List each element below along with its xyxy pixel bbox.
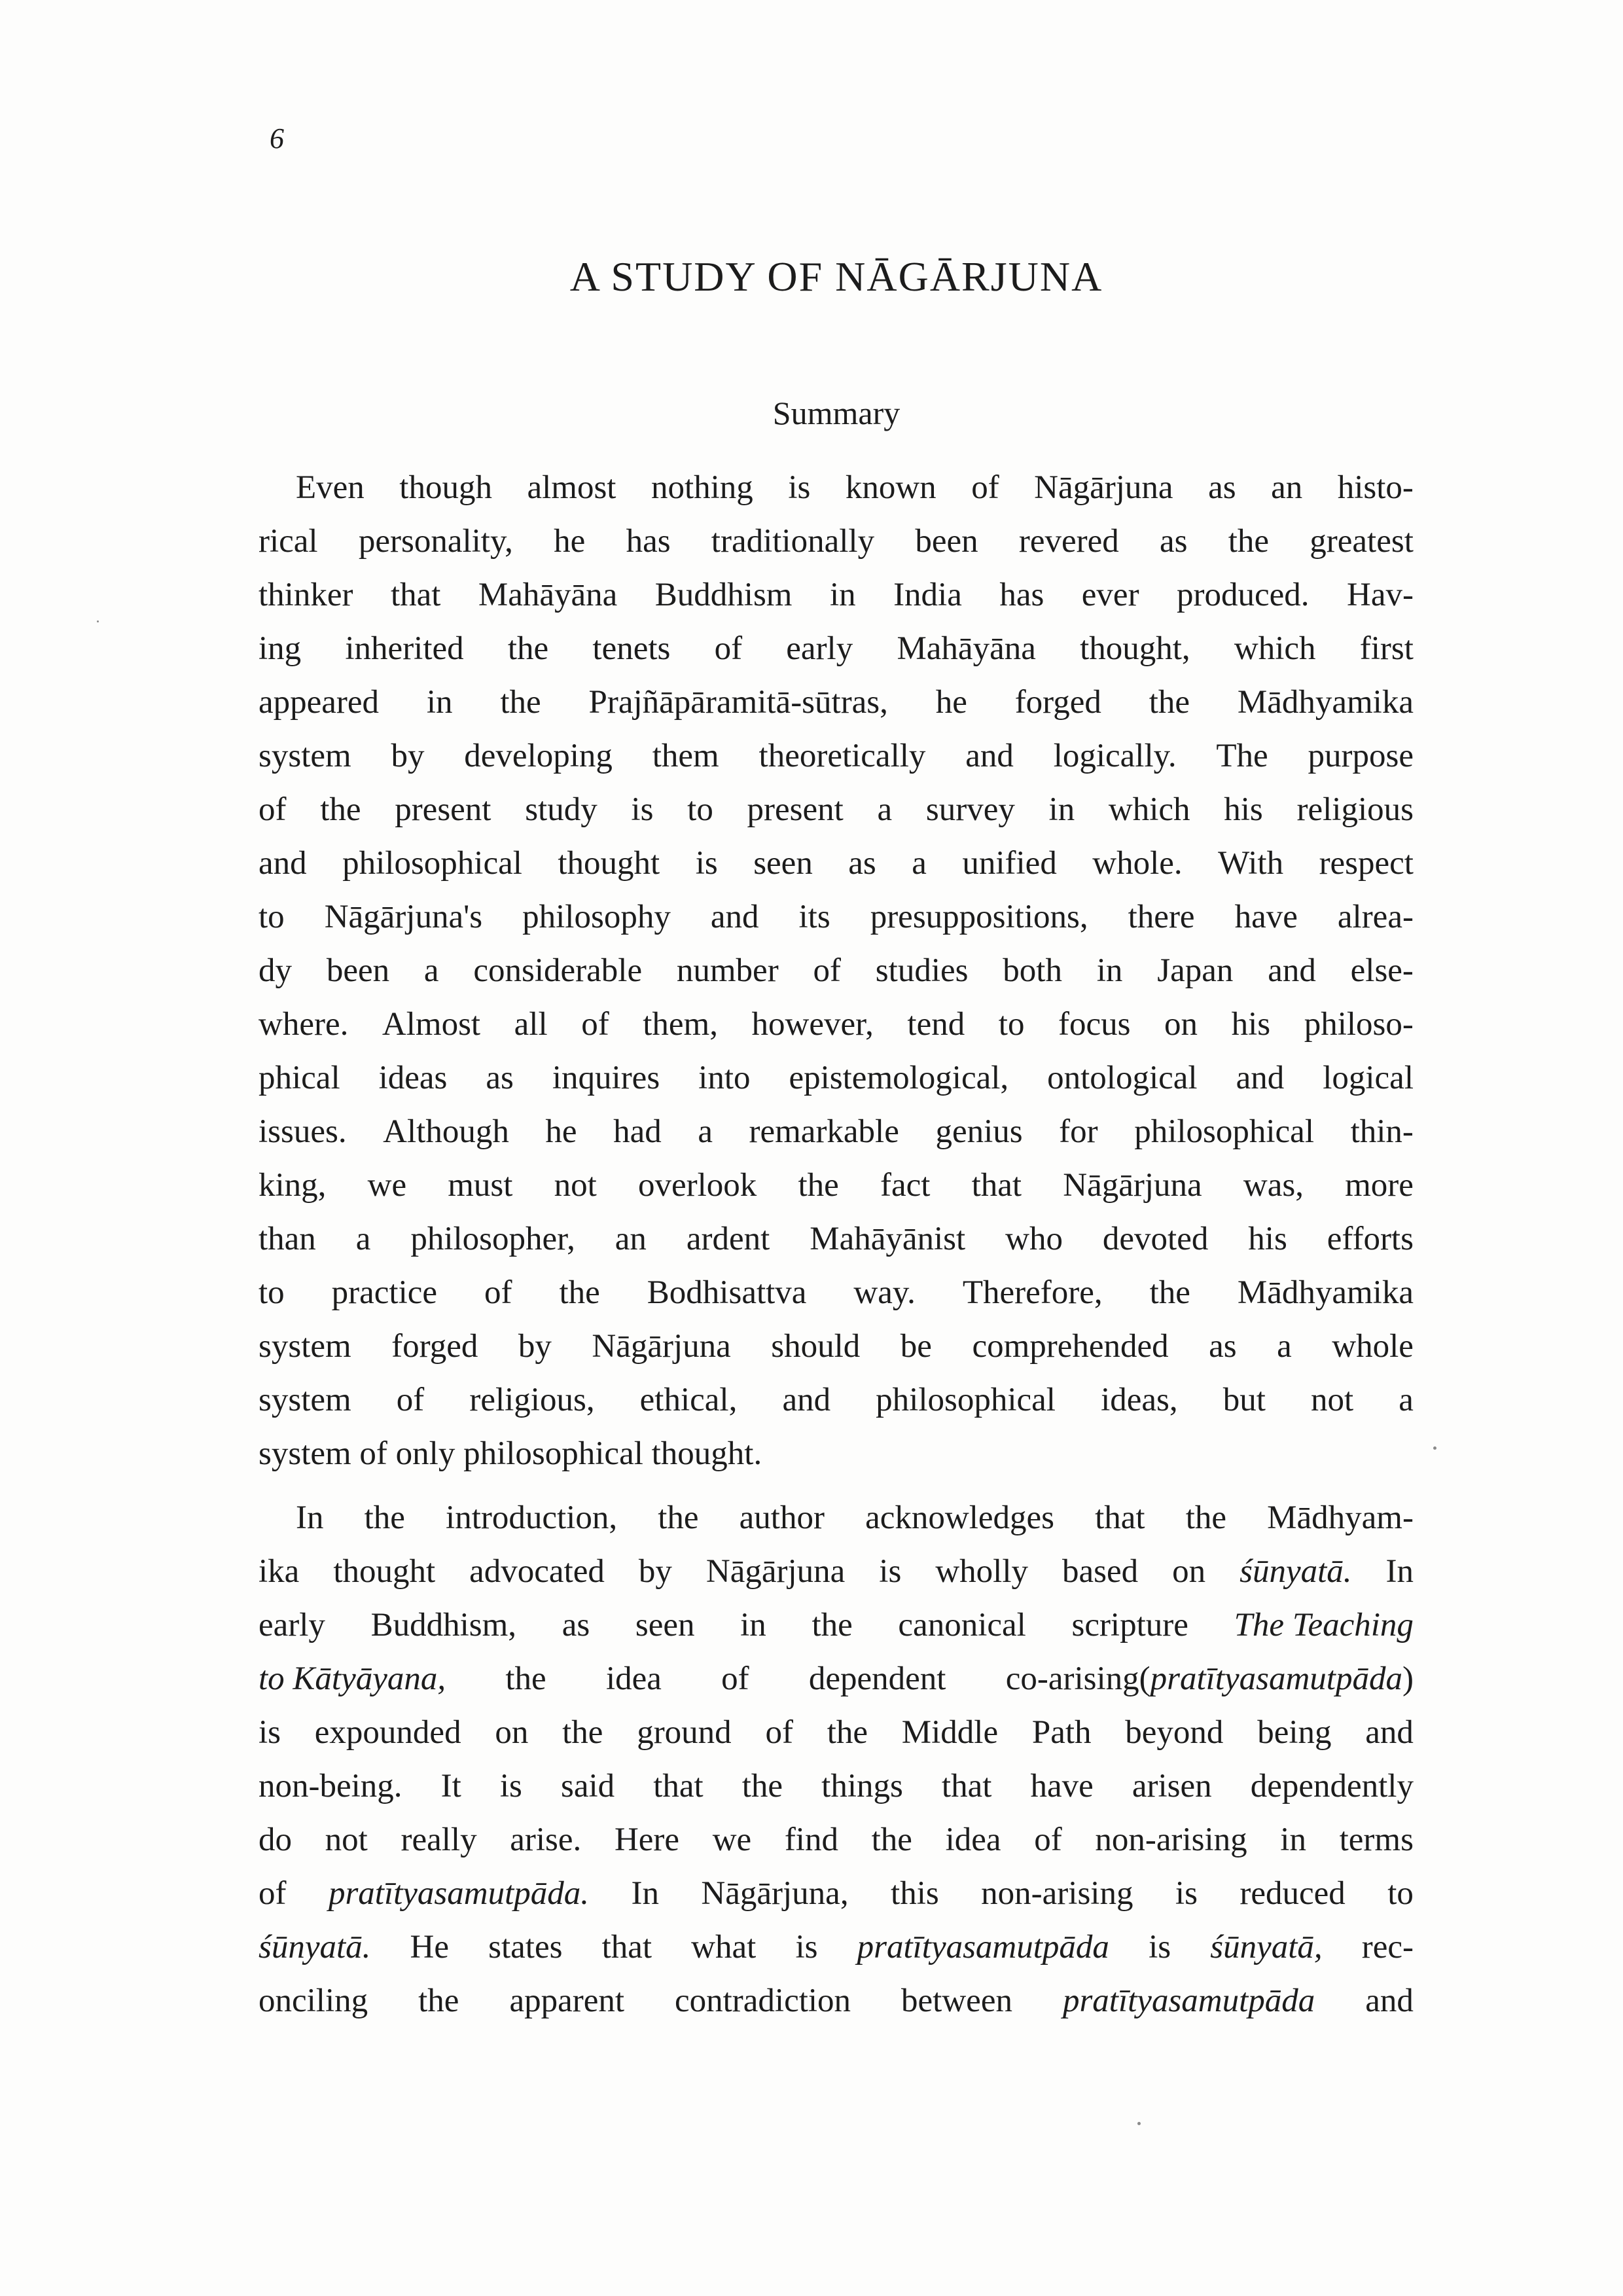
- text-line: where. Almost all of them, however, tend to focus on his philoso-: [259, 1006, 1414, 1043]
- text-line: śūnyatā. He states that what is pratītyasamutpāda is śūnyatā, rec-: [259, 1929, 1414, 1965]
- scan-speck: [1433, 1446, 1436, 1450]
- text-line: to Nāgārjuna's philosophy and its presuppositions, there have alrea-: [259, 899, 1414, 935]
- summary-heading: Summary: [772, 395, 901, 431]
- text-line: than a philosopher, an ardent Mahāyānist who devoted his efforts: [259, 1221, 1414, 1257]
- text-line: appeared in the Prajñāpāramitā-sūtras, he forged the Mādhyamika: [259, 684, 1414, 721]
- text-line: non-being. It is said that the things that have arisen dependently: [259, 1768, 1414, 1804]
- text-line: In the introduction, the author acknowledges that the Mādhyam-: [296, 1499, 1414, 1536]
- text-line: phical ideas as inquires into epistemological, ontological and logical: [259, 1060, 1414, 1096]
- text-line: king, we must not overlook the fact that Nāgārjuna was, more: [259, 1167, 1414, 1204]
- text-line: rical personality, he has traditionally been revered as the greatest: [259, 523, 1414, 560]
- text-line: ika thought advocated by Nāgārjuna is wholly based on śūnyatā. In: [259, 1553, 1414, 1590]
- page-number: 6: [270, 122, 284, 154]
- scan-speck: [1137, 2122, 1141, 2125]
- text-line: ing inherited the tenets of early Mahāyāna thought, which first: [259, 630, 1414, 667]
- paragraph-1: [259, 461, 1414, 1480]
- text-line: thinker that Mahāyāna Buddhism in India has ever produced. Hav-: [259, 577, 1414, 613]
- text-line: Even though almost nothing is known of Nāgārjuna as an histo-: [296, 469, 1414, 506]
- paragraph-2: [259, 1491, 1414, 2028]
- text-line: is expounded on the ground of the Middle Path beyond being and: [259, 1714, 1414, 1751]
- text-line: onciling the apparent contradiction between pratītyasamutpāda and: [259, 1982, 1414, 2019]
- text-line: system by developing them theoretically and logically. The purpose: [259, 738, 1414, 774]
- text-line: early Buddhism, as seen in the canonical scripture The Teaching: [259, 1607, 1414, 1643]
- text-line: issues. Although he had a remarkable genius for philosophical thin-: [259, 1113, 1414, 1150]
- text-line: system forged by Nāgārjuna should be comprehended as a whole: [259, 1328, 1414, 1365]
- text-line: system of only philosophical thought.: [259, 1435, 762, 1472]
- scan-speck: [97, 620, 99, 622]
- text-line: and philosophical thought is seen as a unified whole. With respect: [259, 845, 1414, 882]
- text-line: of pratītyasamutpāda. In Nāgārjuna, this non-arising is reduced to: [259, 1875, 1414, 1912]
- text-line: to Kātyāyana, the idea of dependent co-arising(pratītyasamutpāda): [259, 1660, 1414, 1697]
- text-line: to practice of the Bodhisattva way. Therefore, the Mādhyamika: [259, 1274, 1414, 1311]
- text-line: of the present study is to present a survey in which his religious: [259, 791, 1414, 828]
- document-title: A STUDY OF NĀGĀRJUNA: [569, 253, 1103, 300]
- text-line: do not really arise. Here we find the idea of non-arising in terms: [259, 1821, 1414, 1858]
- text-line: dy been a considerable number of studies both in Japan and else-: [259, 952, 1414, 989]
- text-line: system of religious, ethical, and philosophical ideas, but not a: [259, 1382, 1414, 1418]
